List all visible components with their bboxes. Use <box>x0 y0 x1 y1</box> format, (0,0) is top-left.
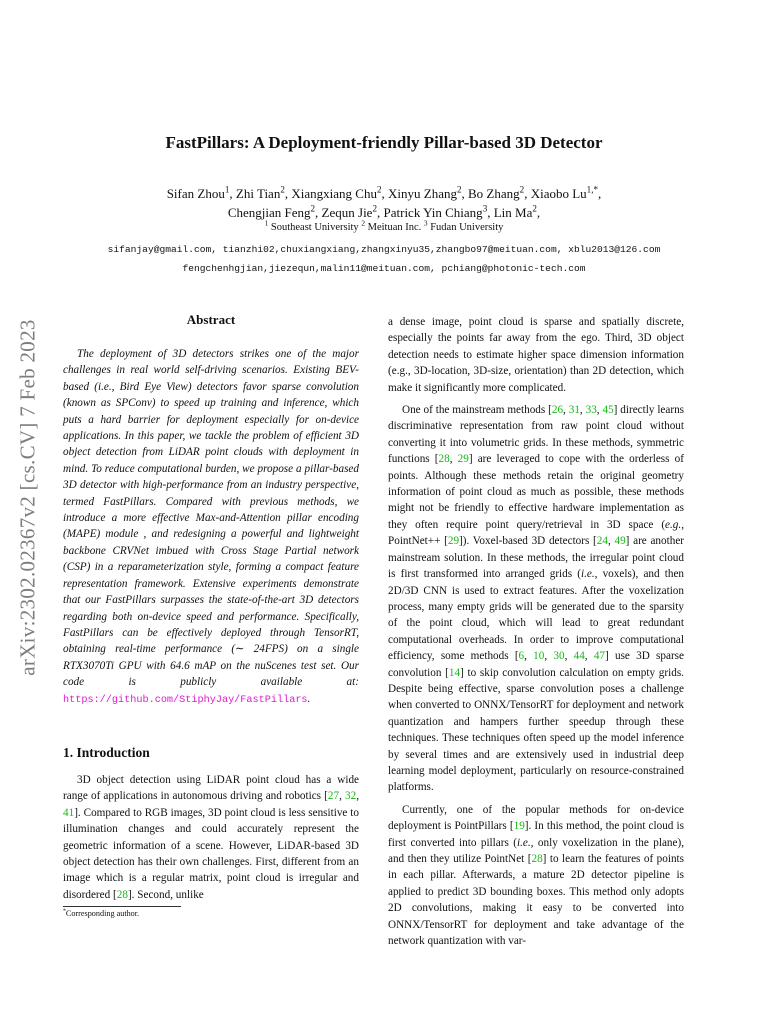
citation-link[interactable]: 14 <box>448 666 461 679</box>
author-name: Zhi Tian <box>235 186 281 201</box>
citation-link[interactable]: 49 <box>614 535 626 548</box>
citation-link[interactable]: 19 <box>513 820 525 833</box>
author-name: Bo Zhang <box>468 186 520 201</box>
affiliation-name: Fudan University <box>427 222 504 233</box>
author-name: Xinyu Zhang <box>388 186 457 201</box>
abstract-body <box>63 346 359 709</box>
citation-link[interactable]: 24 <box>596 535 608 548</box>
intro-paragraph-cont: a dense image, point cloud is sparse and spatially discrete, especially the points far away from the ego. Third, 3D object detection needs to estimate higher space dimension information (e.g., 3D-location, 3D-size, orientation) than 2D detection, which make it significantly more complicated. <box>388 316 684 394</box>
arxiv-identifier-stamp <box>9 282 47 712</box>
author-name: Lin Ma <box>493 205 533 220</box>
citation-link[interactable]: 45 <box>602 404 614 417</box>
author-name: Zequn Jie <box>321 205 373 220</box>
affiliation-mark: 2 <box>361 218 365 228</box>
emphasis-text: e.g. <box>665 518 682 531</box>
author-affiliation-mark: 2 <box>310 203 316 214</box>
affiliation-name: Southeast University <box>268 222 362 233</box>
footnote-mark: * <box>63 908 66 915</box>
author-affiliation-mark: 1 <box>224 184 230 195</box>
affiliation-mark: 1 <box>264 218 269 228</box>
author-emails-line-2: fengchenhgjian,jiezequn,malin11@meituan.com, pchiang@photonic-tech.com <box>182 263 586 274</box>
footnote <box>63 909 139 918</box>
citation-link[interactable]: 44 <box>573 650 585 663</box>
emphasis-text: i.e. <box>517 836 531 849</box>
author-name: Chengjian Feng <box>227 205 311 220</box>
author-affiliation-mark: 2 <box>280 184 285 195</box>
introduction-column-left <box>63 772 359 903</box>
citation-link[interactable]: 41 <box>63 806 75 819</box>
emphasis-text: i.e. <box>580 568 595 581</box>
author-affiliation-mark: 2 <box>376 184 382 195</box>
citation-link[interactable]: 28 <box>531 853 543 865</box>
affiliation-mark: 3 <box>423 218 428 228</box>
intro-paragraph-3: Currently, one of the popular methods for on-device deployment is PointPillars [19]. In this method, the point cloud is first converted into pillars (i.e., only voxelization in the plane), and then they utilize PointNet [28] to learn the features of points in each pillar. Afterwards, a mature 2D detector pipeline is applied to predict 3D bounding boxes. This method only adopts 2D convolutions, making it easy to be converted into ONNX/TensorRT for deployment and take advantage of the network quantization with var- <box>388 803 685 948</box>
author-name: Patrick Yin Chiang <box>383 205 483 220</box>
citation-link[interactable]: 33 <box>585 404 597 417</box>
abstract-text: The deployment of 3D detectors strikes one of the major challenges in real world self-driving scenarios. Existing BEV-based (i.e., Bird Eye View) detectors favor sparse convolution (known as SPConv) to speed up training and inference, which puts a hard barrier for deployment especially for on-device applications. In this paper, we tackle the problem of efficient 3D object detection from LiDAR point clouds with deployment in mind. To reduce computational burden, we propose a pillar-based 3D detector with high-performance from an industry perspective, termed FastPillars. Compared with previous methods, we introduce a more effective Max-and-Attention pillar encoding (MAPE) module , and redesigning a powerful and lightweight backbone CRVNet imbued with Cross Stage Partial network (CSP) in a reparameterization style, forming a compact feature representation framework. Extensive experiments demonstrate that our FastPillars surpasses the state-of-the-art 3D detectors regarding both on-device speed and performance. Specifically, FastPillars can be effectively deployed through TensorRT, obtaining real-time performance (∼ 24FPS) on a single RTX3070Ti GPU with 64.6 mAP on the nuScenes test set. Our code is publicly available at: <box>63 348 359 689</box>
citation-link[interactable]: 29 <box>447 535 460 548</box>
author-affiliation-mark: 2 <box>532 203 537 214</box>
citation-link[interactable]: 30 <box>553 650 565 663</box>
arxiv-id-text: arXiv:2302.02367v2 [cs.CV] 7 Feb 2023 <box>15 318 40 676</box>
abstract-end: . <box>307 692 311 705</box>
author-affiliation-mark: 2 <box>456 184 462 195</box>
citation-link[interactable]: 27 <box>327 790 340 803</box>
author-affiliation-mark: 1,* <box>586 184 599 195</box>
footnote-rule <box>63 906 181 907</box>
intro-paragraph-2: One of the mainstream methods [26, 31, 33, 45] directly learns discriminative representation from raw point cloud without converting it into volumetric grids. In these methods, symmetric functions [28, 29] are leveraged to cope with the orderless of points. Although these methods retain the original geometry information of point cloud as much as possible, these methods might not be friendly to effective hardware implementation as they often require point query/retrieval in 3D space (e.g., PointNet++ [29]). Voxel-based 3D detectors [24, 49] are another mainstream solution. In these methods, the irregular point cloud is first transformed into arranged grids (i.e., voxels), and then 2D/3D CNN is used to extract features. After the voxelization process, many empty grids will be generated due to the sparsity of the point cloud, which will lead to great redundant computational overheads. In order to improve computational efficiency, some methods [6, 10, 30, 44, 47] use 3D sparse convolution [14] to skip convolution calculation on empty grids. Despite being effective, sparse convolution poses a challenge when converted to ONNX/TensorRT for deployment and network quantization and hampers further speedup through these techniques. These techniques often speed up the model inference by several times and are extensively used in industrial deep learning model deployment, particularly on resource-constrained platforms. <box>388 404 685 794</box>
paper-title: FastPillars: A Deployment-friendly Pillar-based 3D Detector <box>165 133 603 152</box>
author-list <box>0 184 768 222</box>
author-affiliation-mark: 2 <box>372 203 377 214</box>
citation-link[interactable]: 26 <box>551 404 564 417</box>
intro-paragraph-1: 3D object detection using LiDAR point cloud has a wide range of applications in autonomous driving and robotics [27, 32, 41]. Compared to RGB images, 3D point cloud is less sensitive to illumination changes and could accurately represent the geometric information of a scene. However, LiDAR-based 3D object detection has their own challenges. First, different from an image which is a regular matrix, point cloud is irregular and disordered [28]. Second, unlike <box>63 774 360 901</box>
affiliations <box>0 218 768 233</box>
author-name: Xiaobo Lu <box>530 186 587 201</box>
author-name: Xiangxiang Chu <box>291 186 377 201</box>
author-line-2: Chengjian Feng$^2$, Zequn Jie$^2$, Patrick Yin Chiang$^3$, Lin Ma$^2$, <box>227 203 541 220</box>
citation-link[interactable]: 32 <box>345 790 357 803</box>
author-emails-line-1: sifanjay@gmail.com, tianzhi02,chuxiangxiang,zhangxinyu35,zhangbo97@meituan.com, xblu2013@126.com <box>107 244 661 255</box>
author-affiliation-mark: 3 <box>482 203 488 214</box>
citation-link[interactable]: 6 <box>518 650 525 663</box>
abstract-heading: Abstract <box>186 312 236 327</box>
introduction-column-right <box>388 314 684 949</box>
code-repository-link[interactable]: https://github.com/StiphyJay/FastPillars <box>63 694 308 706</box>
author-name: Sifan Zhou <box>166 186 225 201</box>
introduction-heading: 1. Introduction <box>63 745 150 760</box>
citation-link[interactable]: 47 <box>593 650 606 663</box>
citation-link[interactable]: 31 <box>568 404 580 417</box>
footnote-text: Corresponding author. <box>65 909 140 918</box>
citation-link[interactable]: 28 <box>116 888 128 901</box>
citation-link[interactable]: 10 <box>533 650 545 663</box>
citation-link[interactable]: 28 <box>438 453 450 466</box>
affiliation-name: Meituan Inc. <box>364 222 424 233</box>
citation-link[interactable]: 29 <box>457 453 469 466</box>
author-line-1: Sifan Zhou$^1$, Zhi Tian$^2$, Xiangxiang Chu$^2$, Xinyu Zhang$^2$, Bo Zhang$^2$, Xiaobo $Lu^{1,*}$, <box>166 184 602 201</box>
author-affiliation-mark: 2 <box>519 184 525 195</box>
